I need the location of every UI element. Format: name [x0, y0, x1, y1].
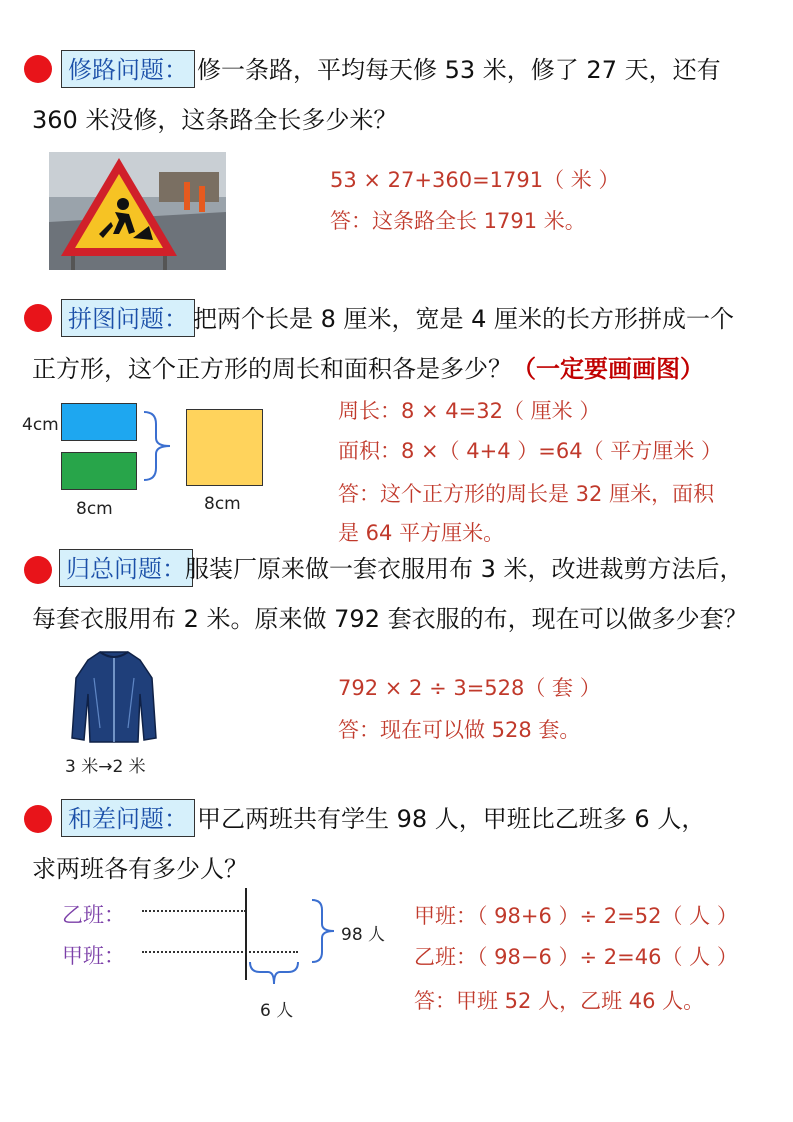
green-rectangle	[61, 452, 137, 490]
summary-problem-tag: 归总问题：	[59, 549, 193, 587]
difference-brace-icon	[248, 960, 300, 986]
puzzle-question-line1: 把两个长是 8 厘米，宽是 4 厘米的长方形拼成一个	[193, 305, 735, 333]
puzzle-answer-area: 面积：8 ×（ 4+4 ）=64（ 平方厘米 ）	[338, 439, 722, 463]
label-width-4cm: 4cm	[22, 415, 59, 435]
bullet-dot	[24, 805, 52, 833]
yellow-square	[186, 409, 263, 486]
sumdiff-answer-class-b: 乙班：（ 98−6 ）÷ 2=46（ 人 ）	[414, 945, 738, 969]
puzzle-answer-conclusion1: 答：这个正方形的周长是 32 厘米，面积	[338, 482, 715, 506]
class-b-line	[142, 910, 246, 912]
road-answer-line1: 53 × 27+360=1791（ 米 ）	[330, 168, 620, 192]
puzzle-answer-conclusion2: 是 64 平方厘米。	[338, 521, 505, 545]
sumdiff-problem-tag: 和差问题：	[61, 799, 195, 837]
summary-question-line1: 服装厂原来做一套衣服用布 3 米，改进裁剪方法后，	[185, 555, 744, 583]
puzzle-question-text: 正方形，这个正方形的周长和面积各是多少？	[32, 355, 512, 383]
blue-rectangle	[61, 403, 137, 441]
label-square-8cm: 8cm	[204, 494, 241, 514]
sumdiff-question-line1: 甲乙两班共有学生 98 人，甲班比乙班多 6 人，	[197, 805, 706, 833]
puzzle-answer-perimeter: 周长：8 × 4=32（ 厘米 ）	[338, 399, 601, 423]
road-work-sign-image	[49, 152, 226, 270]
summary-answer-line1: 792 × 2 ÷ 3=528（ 套 ）	[338, 676, 601, 700]
road-question-line1: 修一条路，平均每天修 53 米，修了 27 天，还有	[197, 56, 721, 84]
class-a-line	[142, 951, 298, 953]
right-brace-icon	[142, 410, 174, 482]
class-a-label: 甲班：	[62, 944, 125, 968]
label-length-8cm: 8cm	[76, 499, 113, 519]
road-question-line2: 360 米没修，这条路全长多少米？	[32, 106, 398, 134]
road-problem-tag: 修路问题：	[61, 50, 195, 88]
sumdiff-question-line2: 求两班各有多少人？	[32, 855, 248, 883]
divider-line	[245, 888, 247, 980]
class-b-label: 乙班：	[62, 903, 125, 927]
bullet-dot	[24, 556, 52, 584]
jacket-image	[70, 648, 158, 744]
difference-label: 6 人	[260, 1001, 294, 1021]
summary-answer-line2: 答：现在可以做 528 套。	[338, 718, 581, 742]
total-brace-icon	[310, 898, 338, 964]
bullet-dot	[24, 55, 52, 83]
puzzle-draw-note: （一定要画画图）	[512, 355, 704, 383]
puzzle-problem-tag: 拼图问题：	[61, 299, 195, 337]
total-label: 98 人	[341, 925, 386, 945]
summary-question-line2: 每套衣服用布 2 米。原来做 792 套衣服的布，现在可以做多少套？	[32, 605, 748, 633]
sumdiff-answer-class-a: 甲班：（ 98+6 ）÷ 2=52（ 人 ）	[414, 904, 738, 928]
puzzle-question-line2	[32, 344, 704, 394]
road-answer-line2: 答：这条路全长 1791 米。	[330, 209, 586, 233]
jacket-caption: 3 米→2 米	[65, 757, 146, 777]
bullet-dot	[24, 304, 52, 332]
sumdiff-answer-conclusion: 答：甲班 52 人，乙班 46 人。	[414, 989, 705, 1013]
